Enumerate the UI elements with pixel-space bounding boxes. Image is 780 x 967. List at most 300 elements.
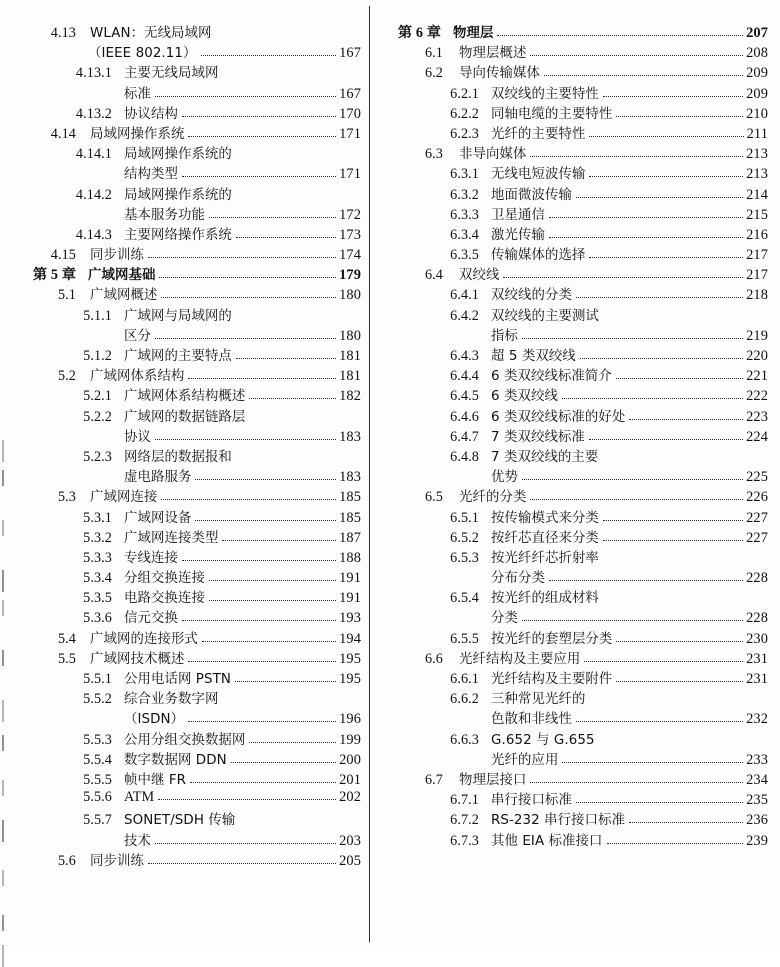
toc-entry-title: ATM (124, 789, 155, 806)
toc-leader-dots (148, 863, 336, 864)
toc-entry-number: 6.7 (424, 771, 443, 788)
toc-leader-dots (195, 479, 336, 480)
toc-entry-number: 6.2.2 (450, 105, 479, 122)
toc-leader-dots (195, 520, 336, 521)
toc-entry[interactable] (14, 729, 361, 749)
toc-entry-number: 4.14.1 (75, 146, 112, 163)
toc-leader-dots (155, 338, 336, 339)
toc-entry[interactable] (14, 284, 361, 304)
toc-entry[interactable] (379, 244, 768, 264)
toc-leader-dots (188, 721, 336, 722)
toc-entry[interactable] (14, 446, 361, 466)
toc-entry-number: 6.6.1 (450, 671, 479, 687)
toc-leader-dots (589, 136, 743, 137)
toc-entry[interactable] (14, 42, 361, 62)
toc-entry[interactable] (14, 648, 361, 668)
toc-entry[interactable] (14, 547, 361, 567)
toc-entry[interactable] (14, 688, 361, 708)
toc-page-number: 201 (339, 771, 361, 788)
toc-page-number: 213 (746, 166, 768, 183)
toc-page-number: 174 (339, 247, 361, 264)
toc-entry-number: 5.1.2 (83, 348, 112, 364)
toc-entry-title: 光纤的主要特性 (491, 126, 586, 142)
toc-entry[interactable] (379, 345, 768, 365)
toc-entry-title: 分布分类 (491, 571, 545, 587)
toc-entry[interactable] (14, 305, 361, 325)
toc-entry[interactable] (14, 143, 361, 163)
toc-entry-number: 6.4.3 (450, 348, 479, 364)
toc-entry[interactable] (379, 648, 768, 668)
toc-entry-number: 6.4.8 (450, 448, 479, 465)
toc-entry-title: 广域网概述 (90, 288, 158, 304)
toc-leader-dots (188, 378, 336, 379)
toc-entry-title: 分组交换连接 (124, 571, 205, 587)
toc-entry[interactable] (14, 426, 361, 446)
toc-page-number: 215 (746, 206, 768, 223)
toc-entry[interactable] (14, 184, 361, 204)
toc-entry[interactable] (14, 749, 361, 769)
toc-entry[interactable] (14, 486, 361, 506)
toc-entry[interactable] (14, 103, 361, 123)
toc-page-number: 188 (339, 549, 361, 566)
toc-leader-dots (182, 176, 336, 177)
toc-entry[interactable] (379, 204, 768, 224)
toc-entry[interactable] (379, 729, 768, 749)
toc-entry-title: 双绞线的分类 (491, 288, 572, 304)
toc-entry-title: 地面微波传输 (491, 187, 572, 203)
toc-entry-number: 5.3 (57, 489, 76, 506)
toc-leader-dots (159, 277, 336, 278)
toc-entry[interactable] (379, 365, 768, 385)
toc-page-number: 231 (746, 671, 768, 687)
toc-entry[interactable] (379, 567, 768, 587)
toc-entry[interactable] (14, 365, 361, 385)
toc-leader-dots (589, 439, 743, 440)
toc-entry-title: 区分 (124, 328, 151, 344)
toc-entry-number: 5.2.3 (83, 448, 112, 465)
toc-entry[interactable] (379, 688, 768, 708)
toc-entry[interactable] (379, 587, 768, 607)
toc-entry-title: 数字数据网 DDN (124, 752, 227, 768)
toc-entry[interactable] (379, 749, 768, 769)
toc-leader-dots (231, 762, 336, 763)
toc-entry[interactable] (14, 224, 361, 244)
toc-entry[interactable] (379, 830, 768, 850)
toc-entry[interactable] (379, 789, 768, 809)
toc-entry[interactable] (14, 607, 361, 627)
toc-entry-title: 指标 (491, 328, 518, 344)
toc-page-number: 217 (746, 247, 768, 264)
toc-entry-title: 网络层的数据报和 (124, 449, 232, 465)
toc-page-number: 235 (746, 792, 768, 809)
toc-page-number: 234 (746, 771, 768, 788)
toc-entry[interactable] (379, 385, 768, 405)
toc-entry[interactable] (14, 244, 361, 264)
toc-leader-dots (584, 661, 743, 662)
toc-leader-dots (522, 338, 743, 339)
toc-entry-number: 4.13 (50, 25, 76, 41)
toc-page-number: 228 (746, 610, 768, 627)
toc-page-number: 185 (339, 489, 361, 506)
toc-page-number: 221 (746, 368, 768, 385)
toc-entry-title: 6 类双绞线标准简介 (491, 369, 612, 385)
toc-entry[interactable] (379, 507, 768, 527)
toc-entry-title: 协议结构 (124, 106, 178, 122)
toc-leader-dots (530, 156, 743, 157)
toc-page-number: 173 (339, 226, 361, 243)
toc-entry[interactable] (14, 708, 361, 728)
toc-entry[interactable] (379, 123, 768, 143)
toc-leader-dots (629, 419, 743, 420)
toc-entry-title: 其他 EIA 标准接口 (491, 833, 603, 849)
toc-entry-number: 6.3.5 (450, 247, 479, 264)
toc-leader-dots (522, 479, 743, 480)
toc-page-number: 194 (339, 630, 361, 647)
toc-leader-dots (629, 822, 743, 823)
toc-entry[interactable] (379, 83, 768, 103)
toc-entry[interactable] (14, 507, 361, 527)
toc-page-number: 219 (746, 327, 768, 344)
toc-page-number: 214 (746, 186, 768, 203)
toc-page-number: 181 (339, 368, 361, 385)
toc-entry-title: 光纤的分类 (459, 490, 527, 506)
toc-entry[interactable] (14, 789, 361, 809)
toc-entry[interactable] (14, 123, 361, 143)
toc-leader-dots (497, 35, 743, 36)
toc-leader-dots (236, 358, 336, 359)
toc-page-number: 191 (339, 570, 361, 587)
toc-entry-number: 6.3.1 (450, 166, 479, 183)
toc-page-number: 217 (746, 267, 768, 284)
toc-page-number: 225 (746, 469, 768, 486)
toc-entry-number: 5.2.2 (83, 408, 112, 425)
toc-entry-title: 物理层接口 (459, 772, 527, 788)
toc-leader-dots (503, 277, 743, 278)
toc-entry-title: WLAN：无线局域网 (90, 26, 212, 41)
toc-page-number: 185 (339, 509, 361, 526)
toc-entry[interactable] (379, 486, 768, 506)
toc-entry-number: 6.2 (424, 65, 443, 82)
toc-entry-title: 色散和非线性 (491, 712, 572, 728)
toc-entry[interactable] (379, 466, 768, 486)
toc-entry[interactable] (14, 385, 361, 405)
toc-entry-title: G.652 与 G.655 (491, 732, 595, 748)
toc-page-number: 182 (339, 388, 361, 405)
toc-page-number: 218 (746, 287, 768, 304)
toc-entry-number: 5.5.7 (83, 812, 112, 829)
toc-entry-title: 局域网操作系统的 (124, 147, 232, 163)
toc-page-number: 171 (339, 166, 361, 183)
toc-page-number: 223 (746, 408, 768, 425)
toc-entry[interactable] (14, 809, 361, 829)
toc-entry-title: 按光纤的套塑层分类 (491, 631, 613, 647)
toc-leader-dots (201, 55, 337, 56)
toc-page-number: 236 (746, 812, 768, 829)
toc-entry-number: 6.6 (424, 650, 443, 667)
toc-entry-number: 4.15 (50, 247, 76, 264)
toc-leader-dots (249, 742, 336, 743)
toc-entry[interactable] (14, 406, 361, 426)
toc-entry-title: 帧中继 FR (124, 772, 187, 788)
toc-entry-number: 6.1 (424, 45, 443, 62)
toc-entry-title: 公用电话网 PSTN (124, 672, 231, 687)
toc-entry-title: 局域网操作系统的 (124, 187, 232, 203)
toc-page-number: 179 (339, 267, 361, 284)
toc-leader-dots (158, 799, 336, 800)
toc-page-number: 199 (339, 731, 361, 748)
toc-entry[interactable] (14, 769, 361, 789)
toc-leader-dots (530, 499, 743, 500)
toc-entry-title: 物理层 (453, 26, 494, 41)
toc-entry-number: 5.5.1 (83, 671, 112, 687)
toc-entry-title: 激光传输 (491, 227, 545, 243)
toc-entry-number: 5.3.4 (83, 570, 112, 587)
toc-entry-title: SONET/SDH 传输 (124, 813, 236, 829)
toc-page-number: 227 (746, 509, 768, 526)
toc-entry[interactable] (14, 264, 361, 284)
toc-page-number: 193 (339, 610, 361, 627)
toc-entry-title: 技术 (124, 833, 151, 849)
toc-entry-title: 标准 (124, 86, 151, 102)
toc-entry-title: 主要网络操作系统 (124, 227, 232, 243)
toc-page-number: 167 (339, 45, 361, 62)
toc-entry[interactable] (379, 22, 768, 42)
toc-entry-title: （IEEE 802.11） (88, 46, 197, 62)
toc-entry-number: 5.5 (57, 650, 76, 667)
toc-entry-number: 6.5.3 (450, 549, 479, 566)
toc-entry-title: 按纤芯直径来分类 (491, 530, 599, 546)
toc-leader-dots (589, 176, 743, 177)
toc-entry[interactable] (14, 83, 361, 103)
toc-entry-number: 4.14.2 (75, 186, 112, 203)
toc-leader-dots (209, 600, 336, 601)
toc-entry[interactable] (14, 204, 361, 224)
toc-entry-title: 按传输模式来分类 (491, 510, 599, 526)
toc-entry[interactable] (379, 143, 768, 163)
toc-entry[interactable] (379, 163, 768, 183)
toc-entry-number: 6.3.4 (450, 226, 479, 243)
toc-entry[interactable] (379, 184, 768, 204)
toc-page-number: 207 (746, 25, 768, 41)
toc-page-number: 224 (746, 428, 768, 445)
toc-entry[interactable] (14, 62, 361, 82)
toc-leader-dots (549, 237, 743, 238)
toc-entry-title: 主要无线局域网 (124, 66, 219, 82)
toc-page-number: 209 (746, 85, 768, 102)
toc-page-number: 170 (339, 105, 361, 122)
toc-entry-number: 5.5.2 (83, 691, 112, 708)
toc-entry-title: 广域网基础 (88, 268, 156, 284)
toc-entry-title: 双绞线 (459, 268, 500, 284)
toc-page-number: 200 (339, 751, 361, 768)
toc-entry-number: 6.5 (424, 489, 443, 506)
toc-entry[interactable] (379, 769, 768, 789)
toc-page-number: 183 (339, 428, 361, 445)
toc-entry-number: 5.3.5 (83, 590, 112, 607)
toc-entry[interactable] (14, 345, 361, 365)
toc-entry-title: 基本服务功能 (124, 207, 205, 223)
toc-leader-dots (616, 681, 743, 682)
toc-entry-number: 6.2.3 (450, 125, 479, 142)
toc-page-number: 231 (746, 650, 768, 667)
toc-entry[interactable] (379, 426, 768, 446)
toc-entry[interactable] (14, 830, 361, 850)
toc-leader-dots (580, 358, 743, 359)
toc-leader-dots (544, 75, 743, 76)
toc-page-number: 232 (746, 711, 768, 728)
toc-entry-title: 光纤结构及主要应用 (459, 651, 581, 667)
toc-leader-dots (576, 721, 743, 722)
toc-leader-dots (182, 560, 336, 561)
toc-page-number: 171 (339, 125, 361, 142)
toc-entry-number: 5.4 (57, 630, 76, 647)
toc-entry[interactable] (14, 527, 361, 547)
toc-page-number: 203 (339, 832, 361, 849)
toc-entry[interactable] (14, 22, 361, 42)
toc-leader-dots (549, 217, 743, 218)
toc-entry[interactable] (379, 284, 768, 304)
toc-entry-title: 广域网的主要特点 (124, 349, 232, 364)
toc-entry-title: 局域网操作系统 (90, 126, 185, 142)
toc-entry-title: 无线电短波传输 (491, 167, 586, 183)
toc-entry[interactable] (379, 325, 768, 345)
toc-entry-title: 广域网的连接形式 (90, 631, 198, 647)
toc-entry-number: 6.5.5 (450, 630, 479, 647)
toc-entry-title: 信元交换 (124, 611, 178, 627)
toc-entry-title: 优势 (491, 470, 518, 486)
toc-leader-dots (616, 641, 743, 642)
toc-entry-number: 5.6 (57, 852, 76, 869)
toc-entry[interactable] (379, 547, 768, 567)
toc-entry-title: 公用分组交换数据网 (124, 732, 246, 748)
toc-entry-number: 6.5.4 (450, 590, 479, 607)
toc-leader-dots (182, 620, 336, 621)
toc-entry-number: 5.5.4 (83, 751, 112, 768)
toc-leader-dots (549, 580, 743, 581)
toc-page-number: 220 (746, 348, 768, 364)
toc-entry[interactable] (379, 62, 768, 82)
toc-leader-dots (155, 843, 336, 844)
toc-entry-number: 5.3.1 (83, 509, 112, 526)
toc-entry-title: 按光纤的组成材料 (491, 591, 599, 607)
toc-entry-number: 6.7.1 (450, 792, 479, 809)
toc-leader-dots (616, 378, 743, 379)
toc-entry-title: 同步训练 (90, 248, 144, 264)
toc-entry-title: 广域网连接 (90, 490, 158, 506)
toc-entry-title: （ISDN） (124, 712, 185, 728)
toc-entry[interactable] (379, 446, 768, 466)
toc-entry-title: 物理层概述 (459, 46, 527, 62)
toc-leader-dots (603, 540, 743, 541)
toc-page-number: 195 (339, 650, 361, 667)
toc-entry[interactable] (379, 668, 768, 688)
toc-entry-title: 6 类双绞线标准的好处 (491, 409, 626, 425)
toc-page-number: 216 (746, 226, 768, 243)
toc-entry-title: 专线连接 (124, 550, 178, 566)
toc-entry-title: 广域网与局域网的 (124, 308, 232, 324)
toc-entry-number: 6.2.1 (450, 85, 479, 102)
toc-entry-number: 6.6.2 (450, 691, 479, 708)
toc-entry[interactable] (379, 527, 768, 547)
toc-entry-number: 5.1.1 (83, 307, 112, 324)
toc-page-number: 187 (339, 529, 361, 546)
toc-entry[interactable] (379, 708, 768, 728)
toc-entry-number: 6.7.3 (450, 832, 479, 849)
toc-leader-dots (562, 398, 743, 399)
toc-entry-number: 6.7.2 (450, 812, 479, 829)
toc-entry-title: 光纤结构及主要附件 (491, 672, 613, 687)
toc-entry-number: 5.2.1 (83, 388, 112, 405)
toc-page-number: 183 (339, 469, 361, 486)
toc-page-number: 172 (339, 206, 361, 223)
toc-leader-dots (576, 297, 743, 298)
toc-column-right (369, 0, 780, 950)
toc-page-number: 228 (746, 570, 768, 587)
toc-entry[interactable] (379, 607, 768, 627)
toc-entry[interactable] (379, 406, 768, 426)
toc-entry[interactable] (14, 466, 361, 486)
toc-entry[interactable] (14, 668, 361, 688)
toc-page-number: 180 (339, 287, 361, 304)
toc-entry[interactable] (379, 809, 768, 829)
toc-entry[interactable] (14, 850, 361, 870)
toc-leader-dots (155, 439, 336, 440)
toc-entry-title: 广域网体系结构概述 (124, 389, 246, 405)
toc-entry[interactable] (379, 224, 768, 244)
toc-entry-title: 超 5 类双绞线 (491, 349, 576, 364)
toc-page-number: 209 (746, 65, 768, 82)
toc-entry-number: 4.13.2 (75, 105, 112, 122)
toc-leader-dots (161, 297, 336, 298)
toc-entry-number: 6.4.5 (450, 388, 479, 405)
toc-entry[interactable] (379, 42, 768, 62)
toc-page-number: 205 (339, 852, 361, 869)
toc-entry-number: 5.1 (57, 287, 76, 304)
toc-entry-title: 同步训练 (90, 853, 144, 869)
toc-leader-dots (249, 398, 336, 399)
toc-leader-dots (235, 681, 336, 682)
toc-entry[interactable] (14, 163, 361, 183)
toc-entry-title: 光纤的应用 (491, 752, 559, 768)
toc-page-number: 196 (339, 711, 361, 728)
toc-page-number: 208 (746, 45, 768, 62)
toc-page-number: 227 (746, 529, 768, 546)
toc-entry[interactable] (14, 628, 361, 648)
toc-page-number: 181 (339, 348, 361, 364)
toc-page-number: 239 (746, 832, 768, 849)
toc-entry-title: 传输媒体的选择 (491, 248, 586, 264)
toc-entry[interactable] (14, 587, 361, 607)
toc-entry[interactable] (379, 628, 768, 648)
toc-entry[interactable] (379, 264, 768, 284)
toc-page-number: 202 (339, 789, 361, 806)
toc-entry-number: 6.3.3 (450, 206, 479, 223)
toc-entry[interactable] (379, 103, 768, 123)
toc-leader-dots (161, 499, 336, 500)
toc-entry-title: 7 类双绞线标准 (491, 429, 585, 445)
toc-page-number: 233 (746, 751, 768, 768)
toc-page-number: 167 (339, 85, 361, 102)
toc-entry-title: 广域网设备 (124, 510, 192, 526)
toc-entry[interactable] (379, 305, 768, 325)
toc-leader-dots (209, 580, 336, 581)
toc-leader-dots (607, 843, 744, 844)
toc-entry[interactable] (14, 325, 361, 345)
toc-entry[interactable] (14, 567, 361, 587)
toc-leader-dots (603, 96, 743, 97)
toc-entry-title: 电路交换连接 (124, 591, 205, 607)
toc-page-number: 191 (339, 590, 361, 607)
